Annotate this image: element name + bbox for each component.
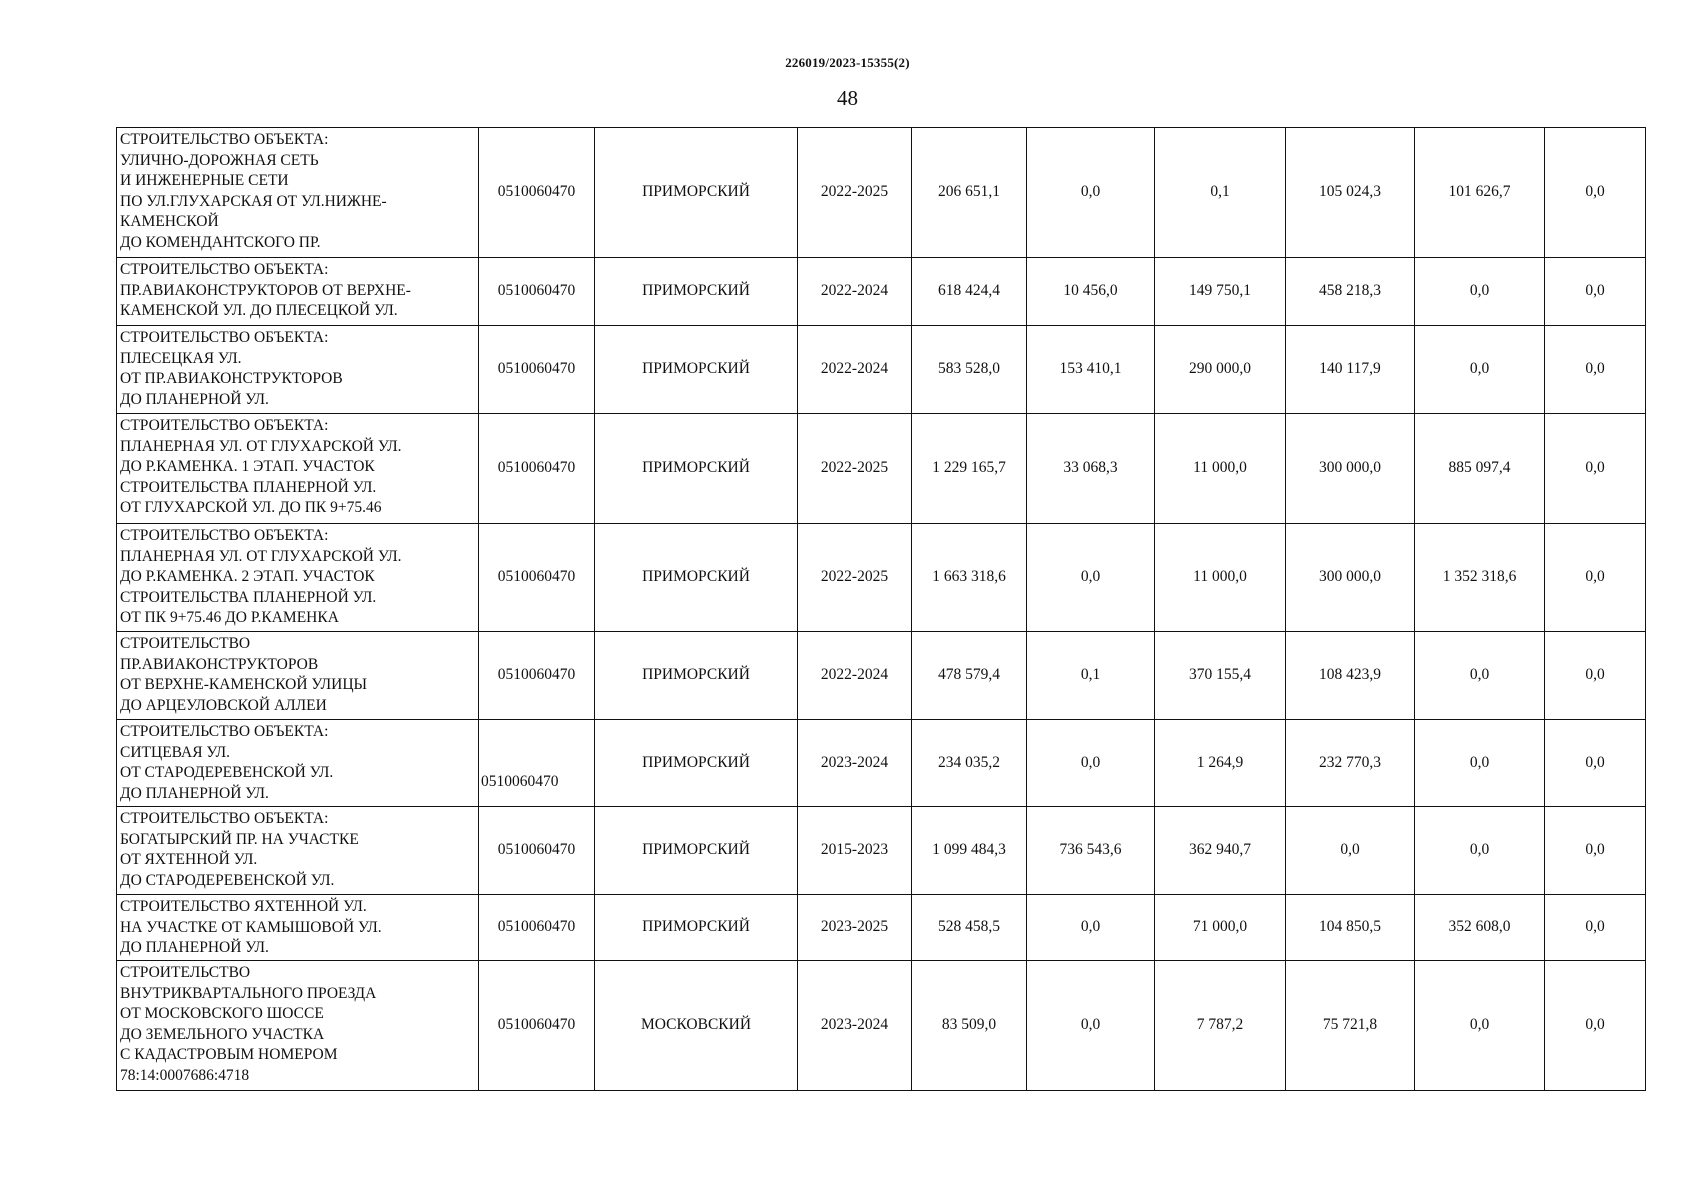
value-cell: 0,0 — [1545, 414, 1646, 524]
value-cell: 11 000,0 — [1155, 524, 1286, 632]
total-cell: 1 099 484,3 — [912, 807, 1027, 895]
table-row — [117, 632, 1646, 720]
object-name-cell: СТРОИТЕЛЬСТВО ОБЪЕКТА: СИТЦЕВАЯ УЛ. ОТ СТАРОДЕРЕВЕНСКОЙ УЛ. ДО ПЛАНЕРНОЙ УЛ. — [117, 720, 479, 807]
value-cell: 290 000,0 — [1155, 326, 1286, 414]
budget-code-cell: 0510060470 — [479, 895, 595, 961]
value-cell: 0,0 — [1545, 807, 1646, 895]
value-cell: 75 721,8 — [1286, 961, 1415, 1091]
value-cell: 149 750,1 — [1155, 258, 1286, 326]
value-cell: 108 423,9 — [1286, 632, 1415, 720]
value-cell: 352 608,0 — [1415, 895, 1545, 961]
table-row — [117, 258, 1646, 326]
value-cell: 33 068,3 — [1027, 414, 1155, 524]
object-name-cell: СТРОИТЕЛЬСТВО ОБЪЕКТА: ПР.АВИАКОНСТРУКТОРОВ ОТ ВЕРХНЕ- КАМЕНСКОЙ УЛ. ДО ПЛЕСЕЦКОЙ УЛ. — [117, 258, 479, 326]
period-cell: 2022-2024 — [798, 632, 912, 720]
district-cell: ПРИМОРСКИЙ — [595, 258, 798, 326]
period-cell: 2022-2024 — [798, 326, 912, 414]
object-name-cell: СТРОИТЕЛЬСТВО ОБЪЕКТА: ПЛАНЕРНАЯ УЛ. ОТ ГЛУХАРСКОЙ УЛ. ДО Р.КАМЕНКА. 2 ЭТАП. УЧАСТОК СТРОИТЕЛЬСТВА ПЛАНЕРНОЙ УЛ. ОТ ПК 9+75.46 ДО Р.КАМЕНКА — [117, 524, 479, 632]
total-cell: 1 229 165,7 — [912, 414, 1027, 524]
object-name-cell: СТРОИТЕЛЬСТВО ОБЪЕКТА: ПЛАНЕРНАЯ УЛ. ОТ ГЛУХАРСКОЙ УЛ. ДО Р.КАМЕНКА. 1 ЭТАП. УЧАСТОК СТРОИТЕЛЬСТВА ПЛАНЕРНОЙ УЛ. ОТ ГЛУХАРСКОЙ УЛ. ДО ПК 9+75.46 — [117, 414, 479, 524]
value-cell: 0,0 — [1415, 807, 1545, 895]
value-cell: 104 850,5 — [1286, 895, 1415, 961]
value-cell: 0,0 — [1545, 895, 1646, 961]
page-number: 48 — [837, 86, 858, 110]
value-cell: 0,0 — [1545, 632, 1646, 720]
budget-code-cell: 0510060470 — [479, 524, 595, 632]
district-cell: ПРИМОРСКИЙ — [595, 326, 798, 414]
total-cell: 478 579,4 — [912, 632, 1027, 720]
total-cell: 234 035,2 — [912, 720, 1027, 807]
object-name-cell: СТРОИТЕЛЬСТВО ПР.АВИАКОНСТРУКТОРОВ ОТ ВЕРХНЕ-КАМЕНСКОЙ УЛИЦЫ ДО АРЦЕУЛОВСКОЙ АЛЛЕИ — [117, 632, 479, 720]
table-row — [117, 326, 1646, 414]
district-cell: МОСКОВСКИЙ — [595, 961, 798, 1091]
period-cell: 2015-2023 — [798, 807, 912, 895]
value-cell: 0,0 — [1286, 807, 1415, 895]
budget-code-cell: 0510060470 — [479, 128, 595, 258]
table-row — [117, 414, 1646, 524]
table-row — [117, 895, 1646, 961]
budget-table — [116, 127, 1646, 1091]
value-cell: 0,0 — [1415, 961, 1545, 1091]
district-cell: ПРИМОРСКИЙ — [595, 807, 798, 895]
object-name-cell: СТРОИТЕЛЬСТВО ОБЪЕКТА: ПЛЕСЕЦКАЯ УЛ. ОТ ПР.АВИАКОНСТРУКТОРОВ ДО ПЛАНЕРНОЙ УЛ. — [117, 326, 479, 414]
value-cell: 370 155,4 — [1155, 632, 1286, 720]
period-cell: 2023-2025 — [798, 895, 912, 961]
value-cell: 0,0 — [1415, 258, 1545, 326]
district-cell: ПРИМОРСКИЙ — [595, 128, 798, 258]
object-name-cell: СТРОИТЕЛЬСТВО ЯХТЕННОЙ УЛ. НА УЧАСТКЕ ОТ КАМЫШОВОЙ УЛ. ДО ПЛАНЕРНОЙ УЛ. — [117, 895, 479, 961]
budget-code-cell: 0510060470 — [479, 326, 595, 414]
table-row — [117, 961, 1646, 1091]
budget-code-cell: 0510060470 — [479, 414, 595, 524]
value-cell: 0,0 — [1545, 720, 1646, 807]
table-row — [117, 524, 1646, 632]
value-cell: 0,0 — [1545, 258, 1646, 326]
value-cell: 10 456,0 — [1027, 258, 1155, 326]
value-cell: 0,0 — [1027, 961, 1155, 1091]
value-cell: 1 352 318,6 — [1415, 524, 1545, 632]
district-cell: ПРИМОРСКИЙ — [595, 720, 798, 807]
value-cell: 0,0 — [1027, 128, 1155, 258]
value-cell: 0,0 — [1545, 524, 1646, 632]
budget-code-cell: 0510060470 — [479, 632, 595, 720]
budget-code-cell: 0510060470 — [479, 807, 595, 895]
table-row — [117, 128, 1646, 258]
value-cell: 7 787,2 — [1155, 961, 1286, 1091]
value-cell: 140 117,9 — [1286, 326, 1415, 414]
value-cell: 11 000,0 — [1155, 414, 1286, 524]
value-cell: 885 097,4 — [1415, 414, 1545, 524]
total-cell: 528 458,5 — [912, 895, 1027, 961]
district-cell: ПРИМОРСКИЙ — [595, 895, 798, 961]
value-cell: 0,0 — [1545, 961, 1646, 1091]
table-row — [117, 807, 1646, 895]
value-cell: 0,0 — [1545, 128, 1646, 258]
period-cell: 2023-2024 — [798, 720, 912, 807]
value-cell: 0,0 — [1415, 326, 1545, 414]
value-cell: 153 410,1 — [1027, 326, 1155, 414]
total-cell: 83 509,0 — [912, 961, 1027, 1091]
budget-code-cell: 0510060470 — [479, 258, 595, 326]
period-cell: 2022-2025 — [798, 128, 912, 258]
period-cell: 2022-2025 — [798, 414, 912, 524]
value-cell: 1 264,9 — [1155, 720, 1286, 807]
total-cell: 206 651,1 — [912, 128, 1027, 258]
value-cell: 362 940,7 — [1155, 807, 1286, 895]
document-number: 226019/2023-15355(2) — [785, 55, 910, 70]
object-name-cell: СТРОИТЕЛЬСТВО ВНУТРИКВАРТАЛЬНОГО ПРОЕЗДА ОТ МОСКОВСКОГО ШОССЕ ДО ЗЕМЕЛЬНОГО УЧАСТКА С КАДАСТРОВЫМ НОМЕРОМ 78:14:0007686:4718 — [117, 961, 479, 1091]
district-cell: ПРИМОРСКИЙ — [595, 414, 798, 524]
value-cell: 300 000,0 — [1286, 414, 1415, 524]
object-name-cell: СТРОИТЕЛЬСТВО ОБЪЕКТА: БОГАТЫРСКИЙ ПР. НА УЧАСТКЕ ОТ ЯХТЕННОЙ УЛ. ДО СТАРОДЕРЕВЕНСКОЙ УЛ. — [117, 807, 479, 895]
district-cell: ПРИМОРСКИЙ — [595, 632, 798, 720]
table-row — [117, 720, 1646, 807]
value-cell: 0,0 — [1027, 524, 1155, 632]
value-cell: 458 218,3 — [1286, 258, 1415, 326]
period-cell: 2022-2024 — [798, 258, 912, 326]
value-cell: 0,0 — [1415, 632, 1545, 720]
value-cell: 736 543,6 — [1027, 807, 1155, 895]
district-cell: ПРИМОРСКИЙ — [595, 524, 798, 632]
object-name-cell: СТРОИТЕЛЬСТВО ОБЪЕКТА: УЛИЧНО-ДОРОЖНАЯ СЕТЬ И ИНЖЕНЕРНЫЕ СЕТИ ПО УЛ.ГЛУХАРСКАЯ ОТ УЛ.НИЖНЕ- КАМЕНСКОЙ ДО КОМЕНДАНТСКОГО ПР. — [117, 128, 479, 258]
value-cell: 0,0 — [1415, 720, 1545, 807]
value-cell: 0,0 — [1027, 720, 1155, 807]
total-cell: 583 528,0 — [912, 326, 1027, 414]
budget-code-cell: 0510060470 — [479, 961, 595, 1091]
value-cell: 0,1 — [1155, 128, 1286, 258]
value-cell: 71 000,0 — [1155, 895, 1286, 961]
value-cell: 0,0 — [1027, 895, 1155, 961]
value-cell: 232 770,3 — [1286, 720, 1415, 807]
period-cell: 2022-2025 — [798, 524, 912, 632]
value-cell: 300 000,0 — [1286, 524, 1415, 632]
value-cell: 105 024,3 — [1286, 128, 1415, 258]
budget-code-cell: 0510060470 — [479, 720, 595, 807]
value-cell: 0,0 — [1545, 326, 1646, 414]
value-cell: 0,1 — [1027, 632, 1155, 720]
value-cell: 101 626,7 — [1415, 128, 1545, 258]
total-cell: 618 424,4 — [912, 258, 1027, 326]
total-cell: 1 663 318,6 — [912, 524, 1027, 632]
period-cell: 2023-2024 — [798, 961, 912, 1091]
